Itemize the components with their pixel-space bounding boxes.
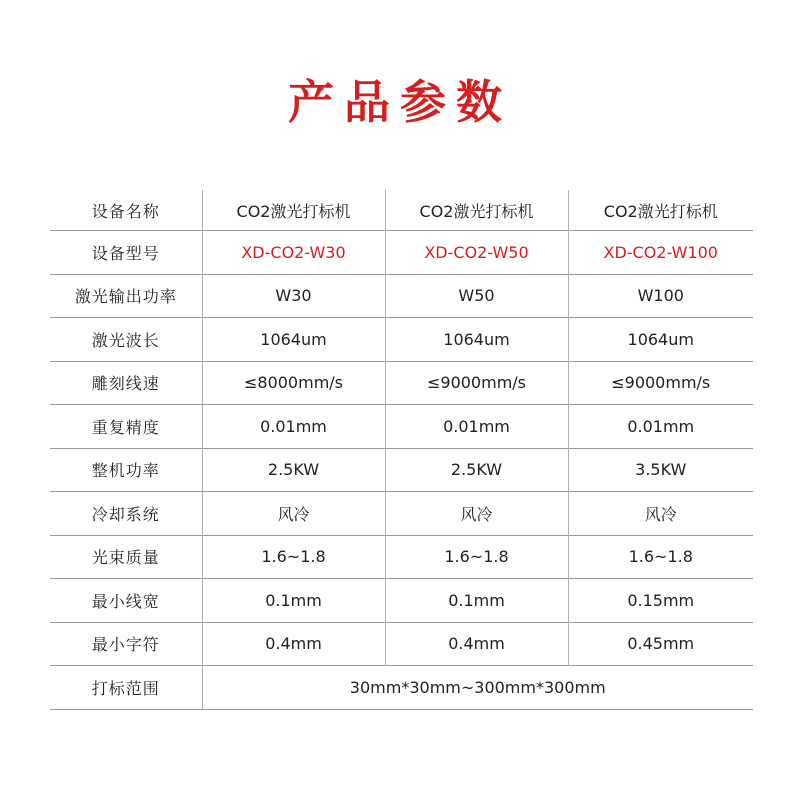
cell-w50: W50 — [385, 274, 568, 318]
table-row-repeat-accuracy — [50, 405, 753, 449]
cell-w30: 风冷 — [202, 492, 385, 536]
table-row-laser-power — [50, 274, 753, 318]
table-row-cooling — [50, 492, 753, 536]
row-label: 打标范围 — [50, 666, 202, 710]
table-row-machine-power — [50, 448, 753, 492]
cell-marking-range: 30mm*30mm~300mm*300mm — [202, 666, 753, 710]
cell-w50: 0.01mm — [385, 405, 568, 449]
cell-w30: XD-CO2-W30 — [202, 231, 385, 275]
row-label: 重复精度 — [50, 405, 202, 449]
cell-w100: XD-CO2-W100 — [568, 231, 753, 275]
spec-table — [50, 190, 753, 710]
table-row-device-name — [50, 190, 753, 231]
cell-w30: CO2激光打标机 — [202, 190, 385, 231]
cell-w100: 0.15mm — [568, 579, 753, 623]
cell-w50: ≤9000mm/s — [385, 361, 568, 405]
cell-w50: 1064um — [385, 318, 568, 362]
cell-w50: CO2激光打标机 — [385, 190, 568, 231]
cell-w100: CO2激光打标机 — [568, 190, 753, 231]
table-row-wavelength — [50, 318, 753, 362]
cell-w100: 0.01mm — [568, 405, 753, 449]
cell-w50: 0.4mm — [385, 622, 568, 666]
table-row-beam-quality — [50, 535, 753, 579]
cell-w30: 0.01mm — [202, 405, 385, 449]
cell-w100: ≤9000mm/s — [568, 361, 753, 405]
cell-w30: 1.6~1.8 — [202, 535, 385, 579]
row-label: 整机功率 — [50, 448, 202, 492]
cell-w100: 1064um — [568, 318, 753, 362]
row-label: 设备型号 — [50, 231, 202, 275]
table-row-engraving-speed — [50, 361, 753, 405]
cell-w100: W100 — [568, 274, 753, 318]
cell-w50: 1.6~1.8 — [385, 535, 568, 579]
row-label: 激光输出功率 — [50, 274, 202, 318]
cell-w50: XD-CO2-W50 — [385, 231, 568, 275]
cell-w30: 0.1mm — [202, 579, 385, 623]
cell-w100: 风冷 — [568, 492, 753, 536]
table-row-marking-range — [50, 666, 753, 710]
cell-w30: W30 — [202, 274, 385, 318]
row-label: 光束质量 — [50, 535, 202, 579]
row-label: 激光波长 — [50, 318, 202, 362]
cell-w30: 2.5KW — [202, 448, 385, 492]
cell-w100: 1.6~1.8 — [568, 535, 753, 579]
table-row-min-line-width — [50, 579, 753, 623]
cell-w50: 风冷 — [385, 492, 568, 536]
page-title: 产品参数 — [288, 75, 512, 129]
cell-w30: ≤8000mm/s — [202, 361, 385, 405]
row-label: 设备名称 — [91, 201, 160, 221]
cell-w50: 0.1mm — [385, 579, 568, 623]
table-row-model — [50, 231, 753, 275]
row-label: 雕刻线速 — [50, 361, 202, 405]
cell-w30: 0.4mm — [202, 622, 385, 666]
row-label: 冷却系统 — [50, 492, 202, 536]
row-label: 最小字符 — [50, 622, 202, 666]
table-row-min-character — [50, 622, 753, 666]
cell-w100: 0.45mm — [568, 622, 753, 666]
cell-w30: 1064um — [202, 318, 385, 362]
cell-w50: 2.5KW — [385, 448, 568, 492]
row-label: 最小线宽 — [50, 579, 202, 623]
cell-w100: 3.5KW — [568, 448, 753, 492]
